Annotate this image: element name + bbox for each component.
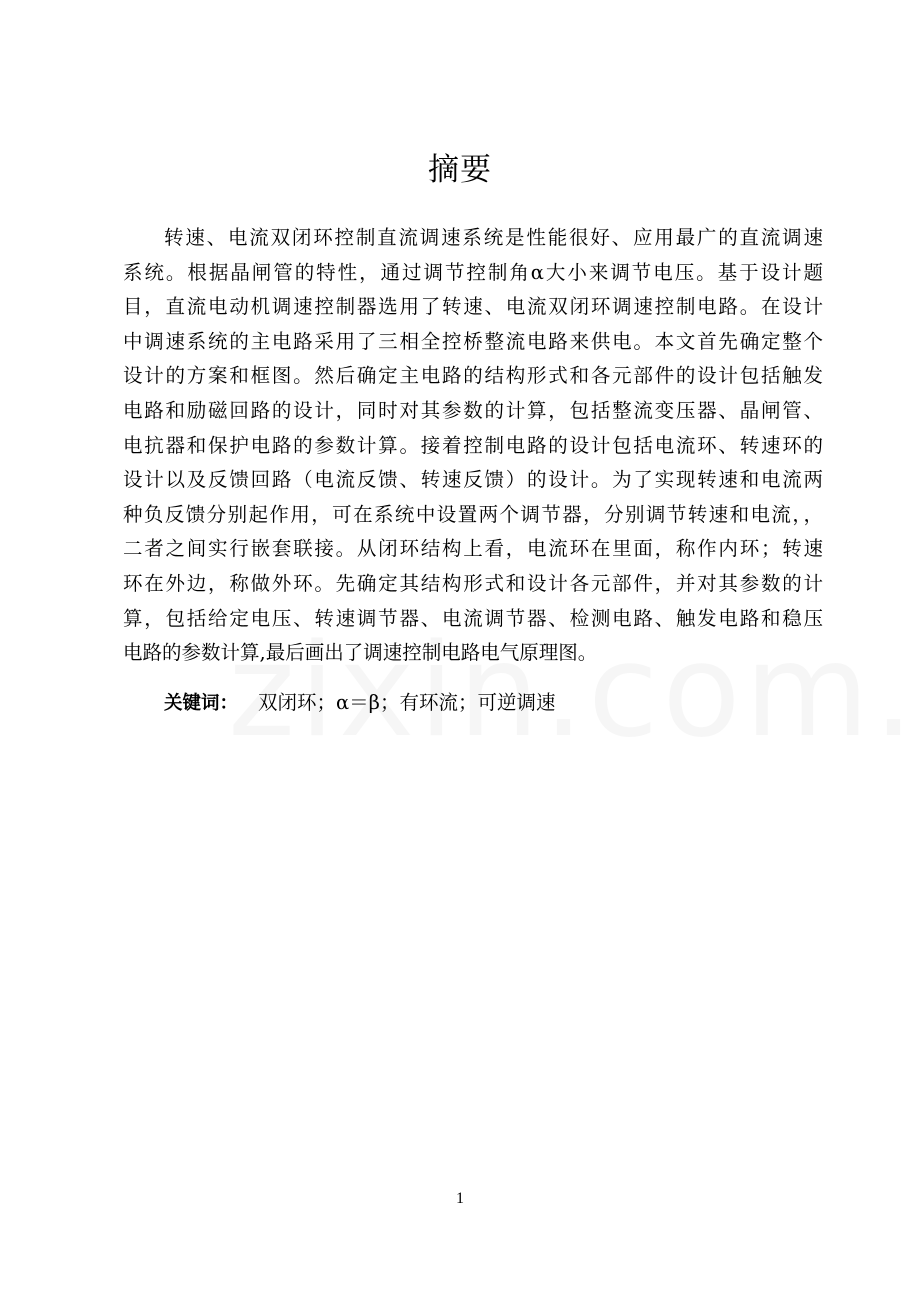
keywords: [164, 686, 555, 720]
abstract-line: 电路的参数计算,最后画出了调速控制电路电气原理图。: [123, 641, 598, 665]
abstract-line: 中调速系统的主电路采用了三相全控桥整流电路来供电。本文首先确定整个: [123, 329, 823, 353]
keywords-text: 双闭环；α＝β；有环流；可逆调速: [258, 691, 556, 714]
abstract-line: 设计以及反馈回路（电流反馈、转速反馈）的设计。为了实现转速和电流两: [123, 468, 823, 492]
abstract-line: 系统。根据晶闸管的特性，通过调节控制角α大小来调节电压。基于设计题: [123, 260, 823, 284]
abstract-line: 电路和励磁回路的设计，同时对其参数的计算，包括整流变压器、晶闸管、: [123, 398, 823, 422]
abstract-line: 电抗器和保护电路的参数计算。接着控制电路的设计包括电流环、转速环的: [123, 433, 823, 457]
abstract-line: 种负反馈分别起作用，可在系统中设置两个调节器，分别调节转速和电流，，: [123, 502, 823, 526]
abstract-line: 二者之间实行嵌套联接。从闭环结构上看，电流环在里面，称作内环；转速: [123, 537, 823, 561]
abstract-title: 摘要: [428, 152, 492, 188]
abstract-line: 算，包括给定电压、转速调节器、电流调节器、检测电路、触发电路和稳压: [123, 606, 823, 630]
abstract-line: 转速、电流双闭环控制直流调速系统是性能很好、应用最广的直流调速: [164, 226, 823, 249]
abstract-line: 设计的方案和框图。然后确定主电路的结构形式和各元部件的设计包括触发: [123, 364, 823, 388]
abstract-line: 目，直流电动机调速控制器选用了转速、电流双闭环调速控制电路。在设计: [123, 295, 823, 319]
abstract-line: 环在外边，称做外环。先确定其结构形式和设计各元部件，并对其参数的计: [123, 571, 823, 595]
page-number: 1: [456, 1190, 464, 1207]
abstract-body: [123, 221, 823, 671]
keywords-label: 关键词：: [164, 693, 239, 714]
